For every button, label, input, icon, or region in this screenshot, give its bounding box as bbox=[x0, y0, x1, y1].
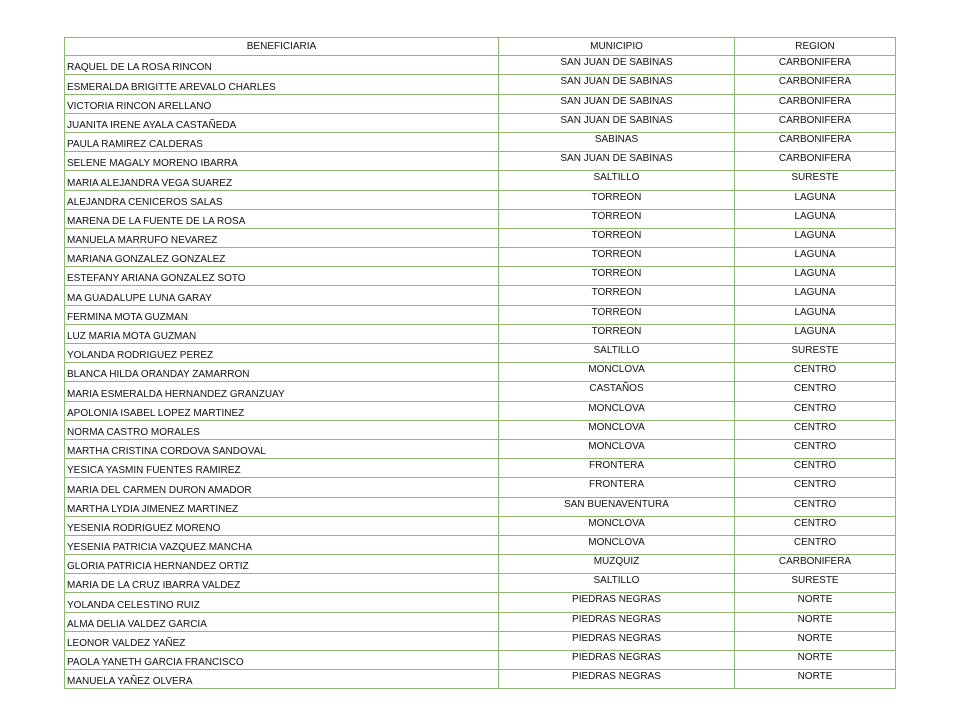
table-body bbox=[65, 56, 896, 689]
cell-beneficiaria: MARIA DE LA CRUZ IBARRA VALDEZ bbox=[65, 574, 499, 593]
cell-region: CARBONIFERA bbox=[735, 75, 896, 94]
cell-municipio: SAN JUAN DE SABINAS bbox=[499, 152, 735, 171]
cell-beneficiaria: JUANITA IRENE AYALA CASTAÑEDA bbox=[65, 113, 499, 132]
cell-municipio: MUZQUIZ bbox=[499, 555, 735, 574]
cell-region: SURESTE bbox=[735, 344, 896, 363]
cell-region: SURESTE bbox=[735, 574, 896, 593]
cell-beneficiaria: VICTORIA RINCON ARELLANO bbox=[65, 94, 499, 113]
cell-municipio: CASTAÑOS bbox=[499, 382, 735, 401]
table-row bbox=[65, 459, 896, 478]
table-row bbox=[65, 228, 896, 247]
table-row bbox=[65, 651, 896, 670]
cell-region: CENTRO bbox=[735, 439, 896, 458]
table-row bbox=[65, 535, 896, 554]
table-row bbox=[65, 516, 896, 535]
cell-beneficiaria: MARIA ALEJANDRA VEGA SUAREZ bbox=[65, 171, 499, 190]
table-row bbox=[65, 190, 896, 209]
cell-municipio: SAN JUAN DE SABINAS bbox=[499, 94, 735, 113]
cell-region: NORTE bbox=[735, 651, 896, 670]
cell-municipio: MONCLOVA bbox=[499, 516, 735, 535]
table-row bbox=[65, 593, 896, 612]
cell-beneficiaria: LEONOR VALDEZ YAÑEZ bbox=[65, 631, 499, 650]
table-row bbox=[65, 478, 896, 497]
cell-region: CENTRO bbox=[735, 382, 896, 401]
cell-municipio: SAN JUAN DE SABINAS bbox=[499, 56, 735, 75]
cell-beneficiaria: YOLANDA RODRIGUEZ PEREZ bbox=[65, 344, 499, 363]
cell-region: CENTRO bbox=[735, 478, 896, 497]
header-region: REGION bbox=[735, 38, 896, 56]
table-row bbox=[65, 152, 896, 171]
cell-municipio: MONCLOVA bbox=[499, 363, 735, 382]
cell-region: CENTRO bbox=[735, 459, 896, 478]
cell-beneficiaria: SELENE MAGALY MORENO IBARRA bbox=[65, 152, 499, 171]
cell-beneficiaria: MARTHA CRISTINA CORDOVA SANDOVAL bbox=[65, 439, 499, 458]
cell-municipio: SAN JUAN DE SABINAS bbox=[499, 113, 735, 132]
cell-beneficiaria: PAOLA YANETH GARCIA FRANCISCO bbox=[65, 651, 499, 670]
cell-beneficiaria: ESTEFANY ARIANA GONZALEZ SOTO bbox=[65, 267, 499, 286]
table-row bbox=[65, 382, 896, 401]
cell-municipio: PIEDRAS NEGRAS bbox=[499, 631, 735, 650]
table-row bbox=[65, 420, 896, 439]
cell-municipio: TORREON bbox=[499, 286, 735, 305]
cell-municipio: TORREON bbox=[499, 248, 735, 267]
table-row bbox=[65, 56, 896, 75]
cell-beneficiaria: ESMERALDA BRIGITTE AREVALO CHARLES bbox=[65, 75, 499, 94]
cell-beneficiaria: RAQUEL DE LA ROSA RINCON bbox=[65, 56, 499, 75]
cell-beneficiaria: LUZ MARIA MOTA GUZMAN bbox=[65, 324, 499, 343]
cell-municipio: SALTILLO bbox=[499, 574, 735, 593]
cell-municipio: MONCLOVA bbox=[499, 420, 735, 439]
cell-region: LAGUNA bbox=[735, 209, 896, 228]
cell-municipio: SAN BUENAVENTURA bbox=[499, 497, 735, 516]
cell-beneficiaria: MARIA DEL CARMEN DURON AMADOR bbox=[65, 478, 499, 497]
table-row bbox=[65, 94, 896, 113]
table-row bbox=[65, 574, 896, 593]
cell-region: LAGUNA bbox=[735, 190, 896, 209]
table-row bbox=[65, 286, 896, 305]
cell-region: SURESTE bbox=[735, 171, 896, 190]
header-municipio: MUNICIPIO bbox=[499, 38, 735, 56]
cell-municipio: FRONTERA bbox=[499, 478, 735, 497]
table-row bbox=[65, 324, 896, 343]
cell-municipio: TORREON bbox=[499, 190, 735, 209]
cell-region: CENTRO bbox=[735, 535, 896, 554]
cell-municipio: TORREON bbox=[499, 267, 735, 286]
cell-region: NORTE bbox=[735, 631, 896, 650]
table-row bbox=[65, 248, 896, 267]
cell-region: CARBONIFERA bbox=[735, 132, 896, 151]
cell-municipio: SAN JUAN DE SABINAS bbox=[499, 75, 735, 94]
cell-region: LAGUNA bbox=[735, 305, 896, 324]
cell-region: CARBONIFERA bbox=[735, 94, 896, 113]
table-row bbox=[65, 305, 896, 324]
cell-municipio: PIEDRAS NEGRAS bbox=[499, 593, 735, 612]
table-row bbox=[65, 171, 896, 190]
cell-region: NORTE bbox=[735, 612, 896, 631]
table-row bbox=[65, 401, 896, 420]
cell-municipio: MONCLOVA bbox=[499, 439, 735, 458]
cell-beneficiaria: GLORIA PATRICIA HERNANDEZ ORTIZ bbox=[65, 555, 499, 574]
table-row bbox=[65, 132, 896, 151]
cell-beneficiaria: BLANCA HILDA ORANDAY ZAMARRON bbox=[65, 363, 499, 382]
cell-municipio: MONCLOVA bbox=[499, 401, 735, 420]
cell-municipio: PIEDRAS NEGRAS bbox=[499, 612, 735, 631]
cell-region: LAGUNA bbox=[735, 286, 896, 305]
cell-municipio: PIEDRAS NEGRAS bbox=[499, 651, 735, 670]
cell-municipio: TORREON bbox=[499, 324, 735, 343]
cell-beneficiaria: MARIA ESMERALDA HERNANDEZ GRANZUAY bbox=[65, 382, 499, 401]
cell-beneficiaria: MARENA DE LA FUENTE DE LA ROSA bbox=[65, 209, 499, 228]
cell-region: LAGUNA bbox=[735, 248, 896, 267]
cell-beneficiaria: YESENIA PATRICIA VAZQUEZ MANCHA bbox=[65, 535, 499, 554]
cell-municipio: MONCLOVA bbox=[499, 535, 735, 554]
cell-municipio: SABINAS bbox=[499, 132, 735, 151]
table-row bbox=[65, 344, 896, 363]
beneficiaries-sheet bbox=[64, 37, 895, 689]
cell-beneficiaria: YESICA YASMIN FUENTES RAMIREZ bbox=[65, 459, 499, 478]
cell-beneficiaria: MANUELA MARRUFO NEVAREZ bbox=[65, 228, 499, 247]
cell-beneficiaria: ALEJANDRA CENICEROS SALAS bbox=[65, 190, 499, 209]
cell-municipio: TORREON bbox=[499, 305, 735, 324]
cell-beneficiaria: APOLONIA ISABEL LOPEZ MARTINEZ bbox=[65, 401, 499, 420]
cell-municipio: PIEDRAS NEGRAS bbox=[499, 670, 735, 689]
cell-region: CENTRO bbox=[735, 363, 896, 382]
cell-region: NORTE bbox=[735, 670, 896, 689]
cell-region: CARBONIFERA bbox=[735, 152, 896, 171]
cell-region: CENTRO bbox=[735, 401, 896, 420]
cell-beneficiaria: MARTHA LYDIA JIMENEZ MARTINEZ bbox=[65, 497, 499, 516]
cell-municipio: FRONTERA bbox=[499, 459, 735, 478]
cell-region: CENTRO bbox=[735, 420, 896, 439]
cell-municipio: TORREON bbox=[499, 228, 735, 247]
cell-beneficiaria: MANUELA YAÑEZ OLVERA bbox=[65, 670, 499, 689]
cell-region: CARBONIFERA bbox=[735, 555, 896, 574]
cell-beneficiaria: NORMA CASTRO MORALES bbox=[65, 420, 499, 439]
cell-region: LAGUNA bbox=[735, 228, 896, 247]
table-row bbox=[65, 113, 896, 132]
cell-region: CARBONIFERA bbox=[735, 56, 896, 75]
cell-region: LAGUNA bbox=[735, 324, 896, 343]
cell-beneficiaria: ALMA DELIA VALDEZ GARCIA bbox=[65, 612, 499, 631]
table-row bbox=[65, 670, 896, 689]
cell-region: CENTRO bbox=[735, 516, 896, 535]
table-row bbox=[65, 631, 896, 650]
cell-beneficiaria: YESENIA RODRIGUEZ MORENO bbox=[65, 516, 499, 535]
table-row bbox=[65, 439, 896, 458]
cell-beneficiaria: YOLANDA CELESTINO RUIZ bbox=[65, 593, 499, 612]
cell-beneficiaria: PAULA RAMIREZ CALDERAS bbox=[65, 132, 499, 151]
cell-region: NORTE bbox=[735, 593, 896, 612]
table-row bbox=[65, 497, 896, 516]
table-row bbox=[65, 267, 896, 286]
cell-region: CENTRO bbox=[735, 497, 896, 516]
cell-municipio: SALTILLO bbox=[499, 171, 735, 190]
table-row bbox=[65, 555, 896, 574]
cell-municipio: TORREON bbox=[499, 209, 735, 228]
cell-beneficiaria: MARIANA GONZALEZ GONZALEZ bbox=[65, 248, 499, 267]
beneficiaries-table bbox=[64, 37, 896, 689]
cell-municipio: SALTILLO bbox=[499, 344, 735, 363]
cell-beneficiaria: FERMINA MOTA GUZMAN bbox=[65, 305, 499, 324]
table-header-row bbox=[65, 38, 896, 56]
header-beneficiaria: BENEFICIARIA bbox=[65, 38, 499, 56]
cell-beneficiaria: MA GUADALUPE LUNA GARAY bbox=[65, 286, 499, 305]
table-row bbox=[65, 612, 896, 631]
table-row bbox=[65, 75, 896, 94]
table-row bbox=[65, 209, 896, 228]
cell-region: CARBONIFERA bbox=[735, 113, 896, 132]
table-row bbox=[65, 363, 896, 382]
cell-region: LAGUNA bbox=[735, 267, 896, 286]
